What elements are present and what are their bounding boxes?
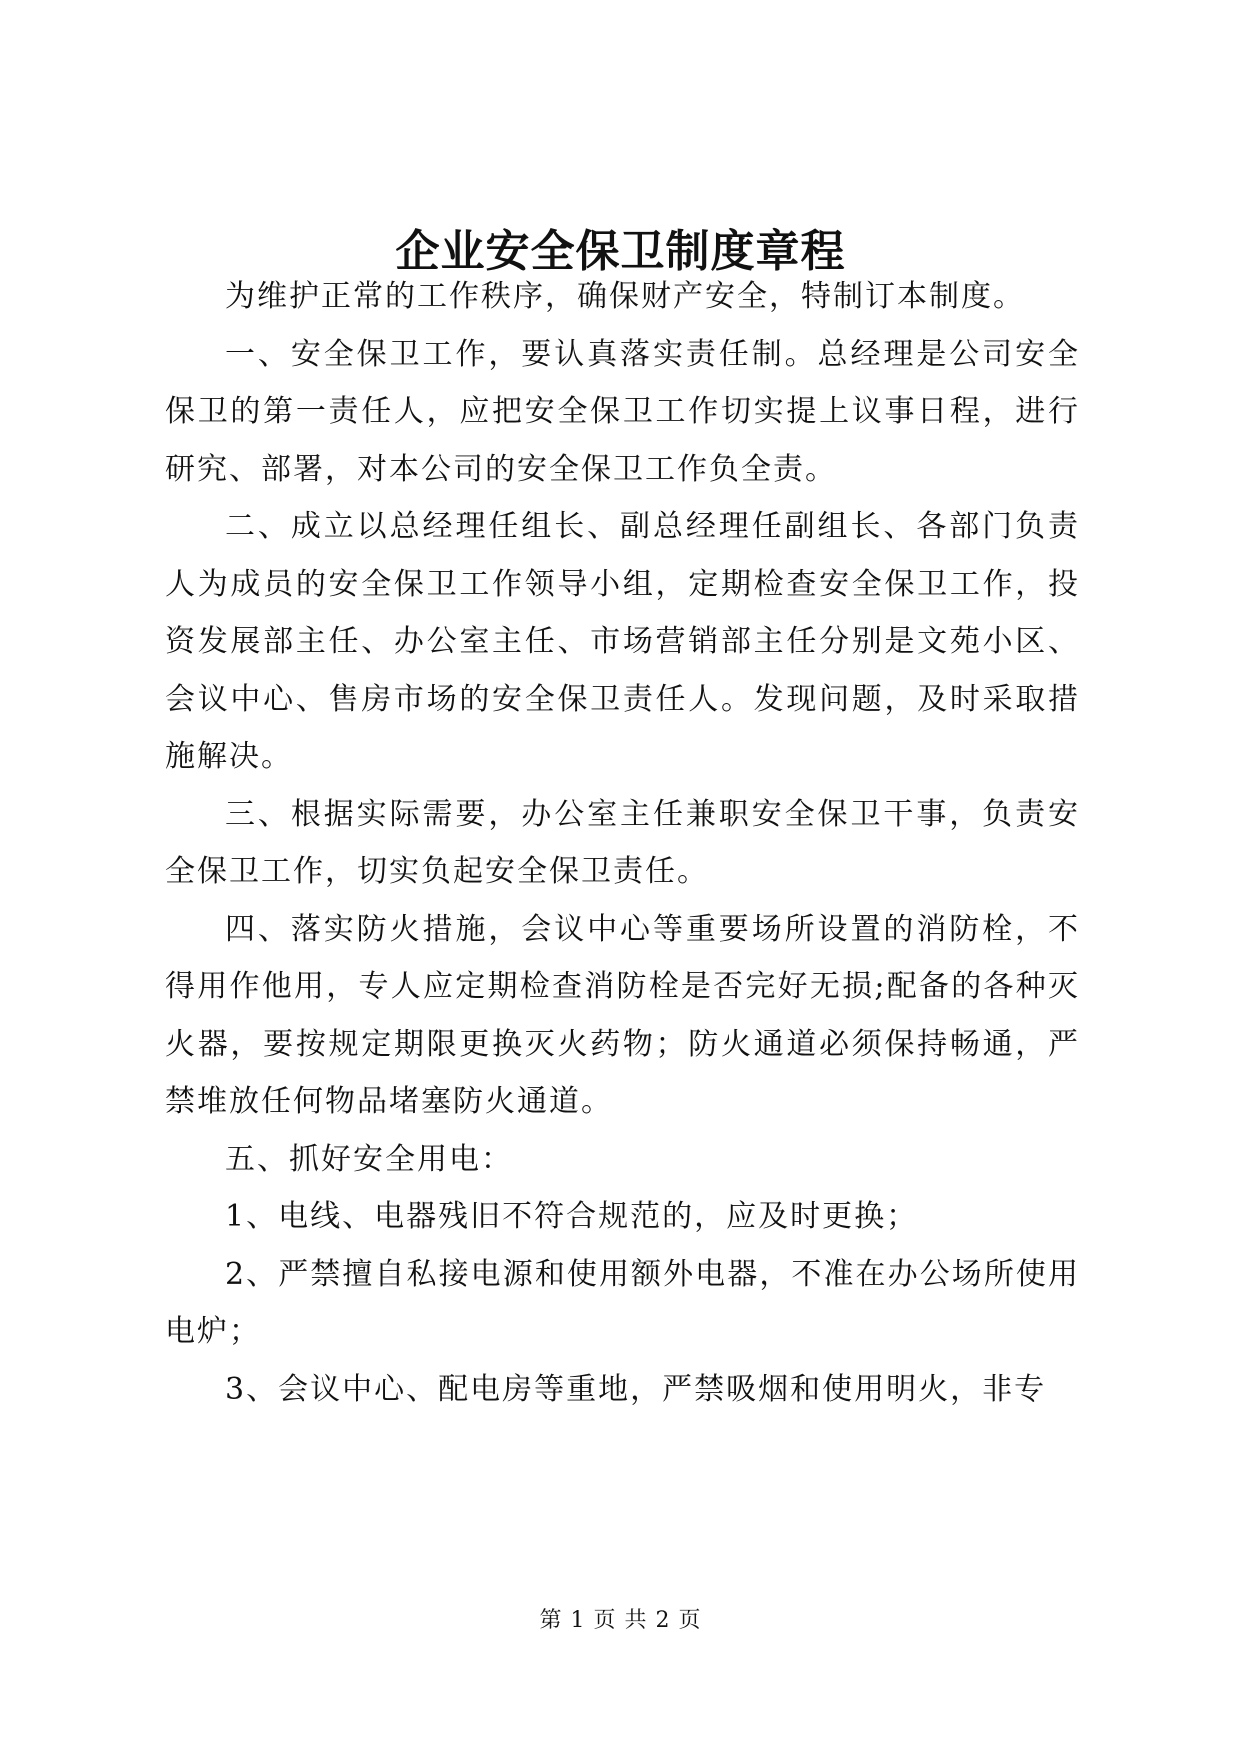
document-body (165, 268, 1080, 1418)
paragraph-section-3: 三、根据实际需要，办公室主任兼职安全保卫干事，负责安全保卫工作，切实负起安全保卫责任。 (165, 796, 1080, 889)
paragraph-intro: 为维护正常的工作秩序，确保财产安全，特制订本制度。 (225, 279, 1025, 314)
list-item-1: 1、电线、电器残旧不符合规范的，应及时更换； (225, 1199, 919, 1234)
paragraph-section-4: 四、落实防火措施，会议中心等重要场所设置的消防栓，不得用作他用，专人应定期检查消防栓是否完好无损;配备的各种灭火器，要按规定期限更换灭火药物；防火通道必须保持畅通，严禁堆放任何物品堵塞防火通道。 (165, 911, 1080, 1119)
page-footer (0, 1606, 1241, 1636)
document-title: 企业安全保卫制度章程 (395, 226, 846, 277)
list-item-3: 3、会议中心、配电房等重地，严禁吸烟和使用明火，非专 (225, 1371, 1047, 1407)
paragraph-section-2: 二、成立以总经理任组长、副总经理任副组长、各部门负责人为成员的安全保卫工作领导小组，定期检查安全保卫工作，投资发展部主任、办公室主任、市场营销部主任分别是文苑小区、会议中心、售房市场的安全保卫责任人。发现问题，及时采取措施解决。 (165, 509, 1080, 774)
paragraph-section-5: 五、抓好安全用电： (225, 1141, 513, 1177)
page-number-indicator: 第 1 页 共 2 页 (539, 1608, 702, 1633)
paragraph-section-1: 一、安全保卫工作，要认真落实责任制。总经理是公司安全保卫的第一责任人，应把安全保卫工作切实提上议事日程，进行研究、部署，对本公司的安全保卫工作负全责。 (165, 336, 1080, 487)
list-item-2: 2、严禁擅自私接电源和使用额外电器，不准在办公场所使用电炉； (165, 1256, 1080, 1349)
